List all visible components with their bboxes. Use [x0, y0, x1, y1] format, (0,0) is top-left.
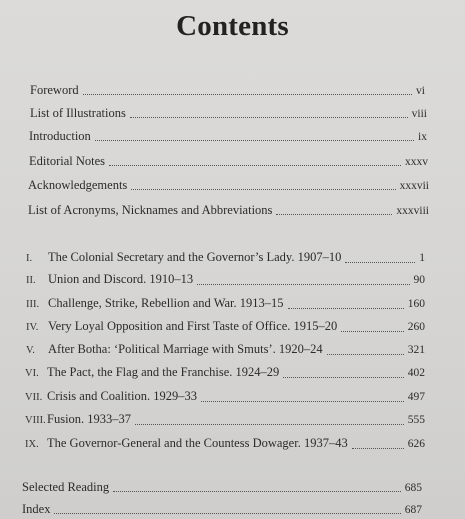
toc-entry-label: Index — [22, 502, 51, 516]
chapter-number: IX. — [25, 439, 39, 450]
toc-page-number: 402 — [407, 367, 425, 379]
toc-entry-index — [22, 501, 422, 518]
toc-entry-label: Crisis and Coalition. 1929–33 — [47, 389, 197, 403]
chapter-number: IV. — [26, 322, 39, 333]
toc-entry-label: Very Loyal Opposition and First Taste of Office. 1915–20 — [48, 319, 338, 333]
toc-chapter-8 — [25, 411, 425, 429]
leader-dots — [345, 262, 415, 263]
leader-dots — [83, 94, 412, 95]
toc-entry-label: Selected Reading — [22, 480, 110, 494]
leader-dots — [327, 354, 404, 355]
toc-page-number: xxxv — [405, 156, 428, 168]
toc-entry-editorial-notes — [29, 153, 428, 170]
toc-entry-label: The Colonial Secretary and the Governor’s Lady. 1907–10 — [48, 250, 342, 264]
leader-dots — [130, 117, 408, 118]
leader-dots — [109, 165, 401, 166]
leader-dots — [54, 513, 400, 514]
chapter-number: VII. — [25, 392, 43, 403]
toc-page-number: viii — [411, 108, 427, 120]
toc-page-number: 497 — [407, 391, 425, 403]
toc-entry-label: Foreword — [30, 83, 79, 97]
toc-entry-acknowledgements — [28, 177, 429, 194]
toc-entry-label: List of Illustrations — [30, 106, 126, 120]
leader-dots — [341, 331, 404, 332]
toc-entry-list-of-acronyms — [28, 202, 429, 219]
toc-page-number: 160 — [407, 298, 425, 310]
leader-dots — [197, 284, 409, 285]
chapter-number: III. — [26, 299, 40, 310]
toc-page-number: 90 — [413, 274, 425, 286]
toc-entry-label: Editorial Notes — [29, 154, 106, 168]
toc-chapter-7 — [25, 388, 425, 406]
leader-dots — [113, 491, 401, 492]
toc-entry-label: Challenge, Strike, Rebellion and War. 1913–15 — [48, 296, 284, 310]
toc-chapter-5 — [26, 341, 425, 359]
toc-entry-introduction — [29, 128, 427, 145]
chapter-number: I. — [26, 253, 33, 264]
toc-entry-list-of-illustrations — [30, 105, 427, 122]
toc-chapter-4 — [26, 318, 425, 336]
leader-dots — [135, 424, 404, 425]
toc-entry-label: The Pact, the Flag and the Franchise. 1924–29 — [47, 365, 280, 379]
toc-entry-foreword — [30, 82, 425, 99]
chapter-number: II. — [26, 275, 36, 286]
chapter-number: V. — [26, 345, 35, 356]
toc-page-number: 1 — [419, 252, 425, 264]
toc-chapter-2 — [26, 271, 425, 289]
chapter-number: VI. — [25, 368, 39, 379]
leader-dots — [276, 214, 392, 215]
toc-page-number: 260 — [407, 321, 425, 333]
leader-dots — [131, 189, 395, 190]
toc-chapter-1 — [26, 249, 425, 267]
page-title: Contents — [176, 10, 289, 42]
toc-entry-selected-reading — [22, 479, 422, 496]
toc-page-number: xxxviii — [396, 205, 429, 217]
toc-entry-label: Union and Discord. 1910–13 — [48, 272, 194, 286]
leader-dots — [201, 401, 404, 402]
toc-chapter-9 — [25, 435, 425, 453]
chapter-number: VIII. — [25, 415, 46, 426]
toc-chapter-6 — [25, 364, 425, 382]
leader-dots — [352, 448, 404, 449]
leader-dots — [283, 377, 404, 378]
toc-page-number: ix — [418, 131, 427, 143]
leader-dots — [288, 308, 404, 309]
toc-page-number: vi — [416, 85, 425, 97]
toc-entry-label: After Botha: ‘Political Marriage with Smuts’. 1920–24 — [48, 342, 323, 356]
leader-dots — [95, 140, 414, 141]
toc-entry-label: The Governor-General and the Countess Dowager. 1937–43 — [47, 436, 348, 450]
toc-page-number: xxxvii — [399, 180, 429, 192]
toc-page-number: 685 — [404, 482, 422, 494]
toc-page-number: 687 — [404, 504, 422, 516]
toc-entry-label: Acknowledgements — [28, 178, 128, 192]
toc-page-number: 626 — [407, 438, 425, 450]
toc-page-number: 555 — [407, 414, 425, 426]
toc-entry-label: Introduction — [29, 129, 91, 143]
toc-entry-label: Fusion. 1933–37 — [47, 412, 132, 426]
toc-entry-label: List of Acronyms, Nicknames and Abbreviations — [28, 203, 273, 217]
toc-page-number: 321 — [407, 344, 425, 356]
toc-chapter-3 — [26, 295, 425, 313]
